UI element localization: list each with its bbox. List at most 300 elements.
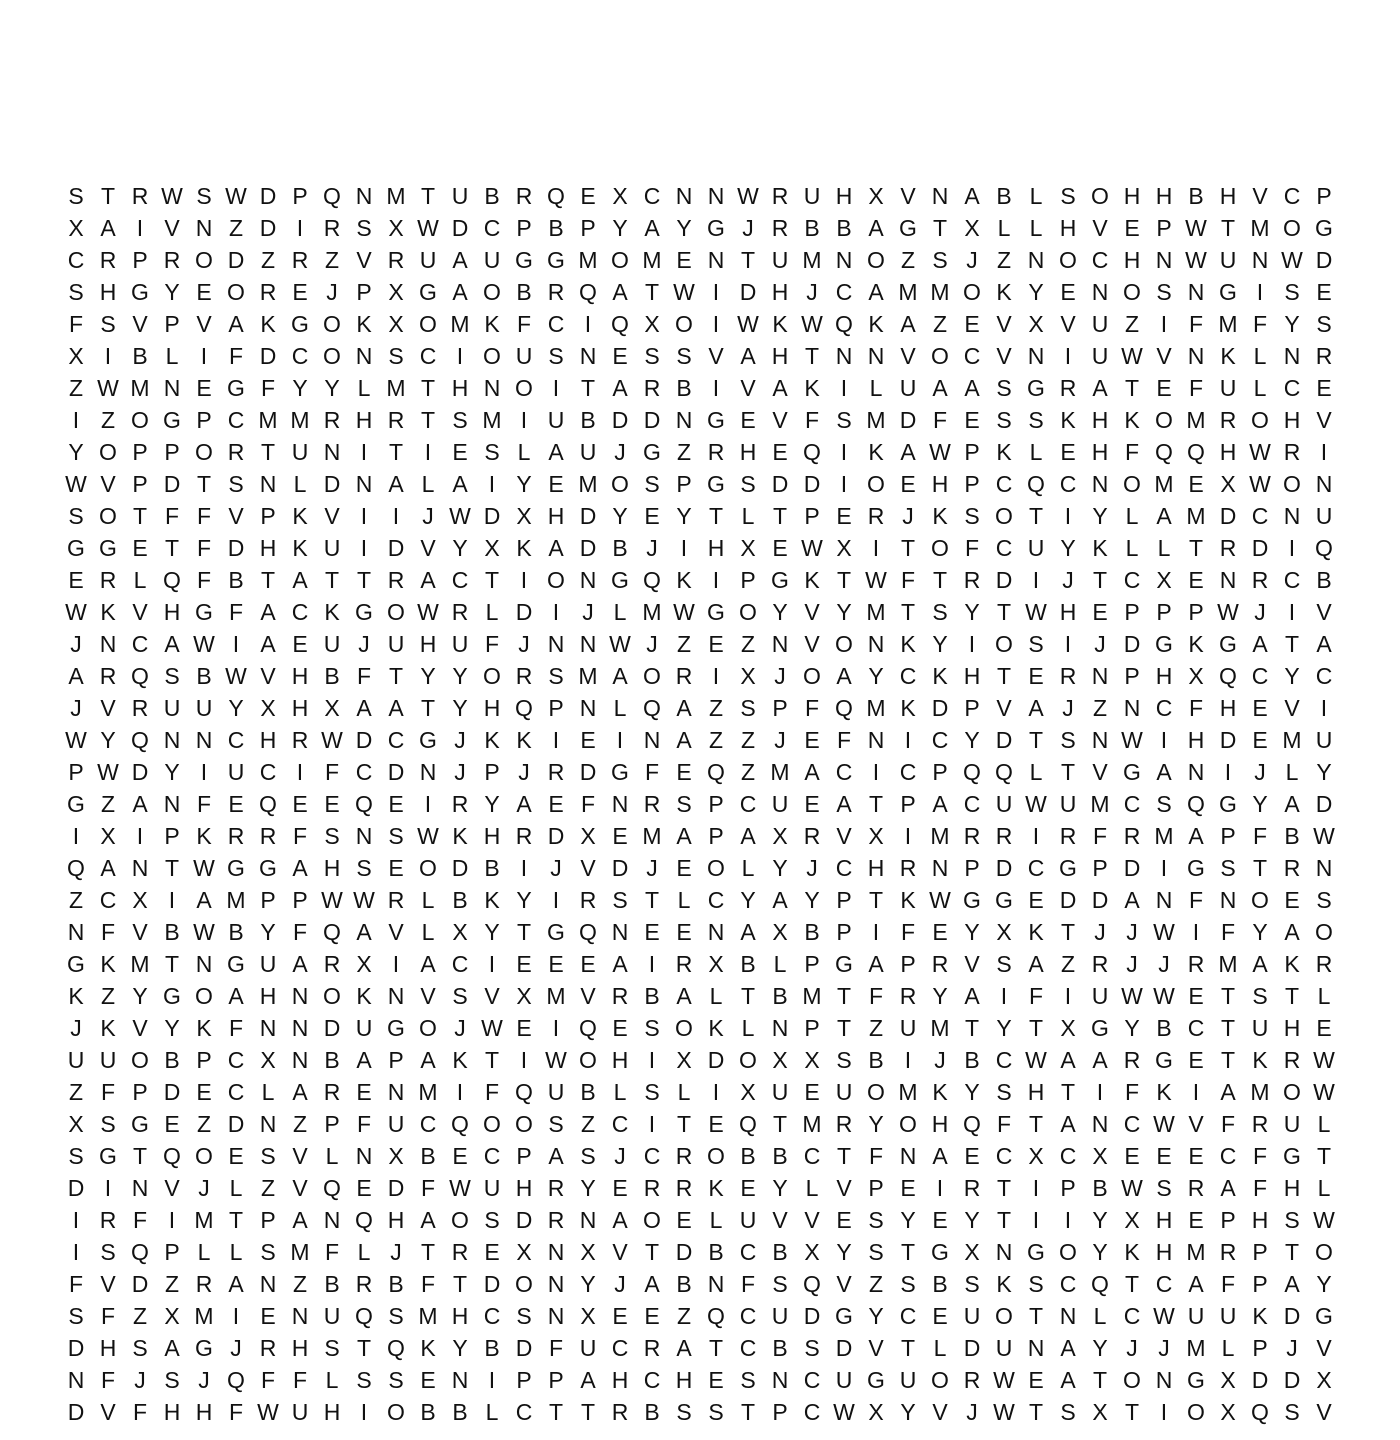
letter-cell[interactable]: I <box>840 439 848 465</box>
letter-cell[interactable]: D <box>771 471 789 497</box>
letter-cell[interactable]: I <box>360 535 368 561</box>
letter-cell[interactable]: Y <box>1284 663 1300 689</box>
letter-cell[interactable]: A <box>932 375 948 401</box>
letter-cell[interactable]: F <box>484 631 500 657</box>
letter-cell[interactable]: P <box>836 887 852 913</box>
letter-cell[interactable]: F <box>548 1335 564 1361</box>
letter-cell[interactable]: B <box>324 663 340 689</box>
letter-cell[interactable]: G <box>1219 279 1237 305</box>
letter-cell[interactable]: Q <box>579 919 597 945</box>
letter-cell[interactable]: X <box>676 1047 692 1073</box>
letter-cell[interactable]: R <box>163 247 181 273</box>
letter-cell[interactable]: F <box>164 503 180 529</box>
letter-cell[interactable]: C <box>707 887 725 913</box>
letter-cell[interactable]: M <box>802 983 822 1009</box>
letter-cell[interactable]: V <box>164 215 180 241</box>
letter-cell[interactable]: Z <box>100 407 116 433</box>
letter-cell[interactable]: F <box>900 919 916 945</box>
letter-cell[interactable]: F <box>228 1399 244 1425</box>
letter-cell[interactable]: T <box>1092 567 1108 593</box>
letter-cell[interactable]: D <box>259 215 277 241</box>
letter-cell[interactable]: X <box>868 183 884 209</box>
letter-cell[interactable]: W <box>97 759 119 785</box>
letter-cell[interactable]: G <box>131 1111 149 1137</box>
letter-cell[interactable]: M <box>386 183 406 209</box>
letter-cell[interactable]: J <box>390 1239 402 1265</box>
letter-cell[interactable]: O <box>867 247 885 273</box>
letter-cell[interactable]: P <box>548 695 564 721</box>
letter-cell[interactable]: Y <box>484 919 500 945</box>
letter-cell[interactable]: O <box>611 247 629 273</box>
letter-cell[interactable]: L <box>741 855 755 881</box>
letter-cell[interactable]: Z <box>676 439 692 465</box>
letter-cell[interactable]: I <box>968 631 976 657</box>
letter-cell[interactable]: V <box>132 311 148 337</box>
letter-cell[interactable]: S <box>324 823 340 849</box>
letter-cell[interactable]: Y <box>900 1399 916 1425</box>
letter-cell[interactable]: B <box>484 183 500 209</box>
letter-cell[interactable]: I <box>520 855 528 881</box>
letter-cell[interactable]: F <box>1124 439 1140 465</box>
letter-cell[interactable]: T <box>740 1399 756 1425</box>
letter-cell[interactable]: N <box>99 631 117 657</box>
letter-cell[interactable]: F <box>196 535 212 561</box>
letter-cell[interactable]: E <box>708 1111 724 1137</box>
letter-cell[interactable]: U <box>419 247 437 273</box>
letter-cell[interactable]: V <box>772 407 788 433</box>
letter-cell[interactable]: H <box>675 1367 693 1393</box>
letter-cell[interactable]: A <box>868 279 884 305</box>
letter-cell[interactable]: M <box>1154 823 1174 849</box>
letter-cell[interactable]: U <box>227 759 245 785</box>
letter-cell[interactable]: U <box>547 407 565 433</box>
letter-cell[interactable]: H <box>259 983 277 1009</box>
letter-cell[interactable]: I <box>1160 311 1168 337</box>
letter-cell[interactable]: E <box>1060 279 1076 305</box>
letter-cell[interactable]: T <box>1124 1271 1140 1297</box>
letter-cell[interactable]: Q <box>451 1111 469 1137</box>
letter-cell[interactable]: A <box>676 823 692 849</box>
letter-cell[interactable]: S <box>132 1335 148 1361</box>
letter-cell[interactable]: B <box>324 1047 340 1073</box>
letter-cell[interactable]: O <box>1187 1399 1205 1425</box>
letter-cell[interactable]: Q <box>323 1175 341 1201</box>
letter-cell[interactable]: L <box>1093 1303 1107 1329</box>
letter-cell[interactable]: V <box>228 503 244 529</box>
letter-cell[interactable]: I <box>1064 343 1072 369</box>
letter-cell[interactable]: E <box>804 727 820 753</box>
letter-cell[interactable]: T <box>164 951 180 977</box>
letter-cell[interactable]: R <box>227 823 245 849</box>
letter-cell[interactable]: C <box>803 1367 821 1393</box>
letter-cell[interactable]: E <box>1188 1047 1204 1073</box>
letter-cell[interactable]: O <box>547 567 565 593</box>
letter-cell[interactable]: C <box>963 791 981 817</box>
letter-cell[interactable]: H <box>1027 1079 1045 1105</box>
letter-cell[interactable]: S <box>676 343 692 369</box>
letter-cell[interactable]: X <box>100 823 116 849</box>
letter-cell[interactable]: D <box>451 855 469 881</box>
letter-cell[interactable]: A <box>932 791 948 817</box>
letter-cell[interactable]: T <box>580 1399 596 1425</box>
letter-cell[interactable]: E <box>932 1207 948 1233</box>
letter-cell[interactable]: Z <box>676 1303 692 1329</box>
letter-cell[interactable]: X <box>260 1047 276 1073</box>
letter-cell[interactable]: U <box>515 343 533 369</box>
letter-cell[interactable]: E <box>1028 663 1044 689</box>
letter-cell[interactable]: A <box>900 439 916 465</box>
letter-cell[interactable]: Z <box>900 247 916 273</box>
letter-cell[interactable]: G <box>1123 759 1141 785</box>
letter-cell[interactable]: L <box>1029 439 1043 465</box>
letter-cell[interactable]: A <box>1252 951 1268 977</box>
letter-cell[interactable]: W <box>417 599 439 625</box>
letter-cell[interactable]: B <box>964 1047 980 1073</box>
letter-cell[interactable]: X <box>68 343 84 369</box>
letter-cell[interactable]: F <box>1220 1111 1236 1137</box>
letter-cell[interactable]: R <box>259 823 277 849</box>
letter-cell[interactable]: C <box>227 1047 245 1073</box>
letter-cell[interactable]: V <box>996 343 1012 369</box>
letter-cell[interactable]: H <box>355 407 373 433</box>
letter-cell[interactable]: S <box>644 471 660 497</box>
letter-cell[interactable]: A <box>676 695 692 721</box>
letter-cell[interactable]: K <box>1092 535 1108 561</box>
letter-cell[interactable]: R <box>547 759 565 785</box>
letter-cell[interactable]: Q <box>355 791 373 817</box>
letter-cell[interactable]: O <box>1251 407 1269 433</box>
letter-cell[interactable]: U <box>163 695 181 721</box>
letter-cell[interactable]: E <box>196 375 212 401</box>
letter-cell[interactable]: C <box>995 535 1013 561</box>
letter-cell[interactable]: R <box>387 247 405 273</box>
letter-cell[interactable]: M <box>290 407 310 433</box>
letter-cell[interactable]: K <box>868 439 884 465</box>
letter-cell[interactable]: V <box>164 1175 180 1201</box>
letter-cell[interactable]: N <box>387 1079 405 1105</box>
letter-cell[interactable]: B <box>804 919 820 945</box>
letter-cell[interactable]: O <box>611 471 629 497</box>
letter-cell[interactable]: L <box>197 1239 211 1265</box>
letter-cell[interactable]: Y <box>100 727 116 753</box>
letter-cell[interactable]: N <box>643 727 661 753</box>
letter-cell[interactable]: H <box>99 1335 117 1361</box>
letter-cell[interactable]: O <box>483 279 501 305</box>
letter-cell[interactable]: Q <box>323 183 341 209</box>
letter-cell[interactable]: G <box>163 983 181 1009</box>
letter-cell[interactable]: V <box>1284 695 1300 721</box>
letter-cell[interactable]: A <box>612 279 628 305</box>
letter-cell[interactable]: R <box>1283 855 1301 881</box>
letter-cell[interactable]: E <box>1188 1143 1204 1169</box>
letter-cell[interactable]: O <box>931 343 949 369</box>
letter-cell[interactable]: O <box>707 1143 725 1169</box>
letter-cell[interactable]: W <box>353 887 375 913</box>
letter-cell[interactable]: T <box>260 439 276 465</box>
letter-cell[interactable]: N <box>547 1271 565 1297</box>
letter-cell[interactable]: A <box>1060 1335 1076 1361</box>
letter-cell[interactable]: D <box>163 1079 181 1105</box>
letter-cell[interactable]: Q <box>387 1335 405 1361</box>
letter-cell[interactable]: I <box>1192 919 1200 945</box>
letter-cell[interactable]: P <box>132 439 148 465</box>
letter-cell[interactable]: H <box>1251 1207 1269 1233</box>
letter-cell[interactable]: E <box>612 1015 628 1041</box>
letter-cell[interactable]: D <box>611 855 629 881</box>
letter-cell[interactable]: E <box>1028 887 1044 913</box>
letter-cell[interactable]: C <box>1091 247 1109 273</box>
letter-cell[interactable]: F <box>868 1143 884 1169</box>
letter-cell[interactable]: F <box>292 823 308 849</box>
letter-cell[interactable]: T <box>868 791 884 817</box>
letter-cell[interactable]: S <box>100 311 116 337</box>
letter-cell[interactable]: C <box>483 1143 501 1169</box>
letter-cell[interactable]: N <box>1027 247 1045 273</box>
letter-cell[interactable]: X <box>1220 1367 1236 1393</box>
letter-cell[interactable]: J <box>454 727 466 753</box>
letter-cell[interactable]: M <box>770 759 790 785</box>
letter-cell[interactable]: I <box>904 727 912 753</box>
letter-cell[interactable]: R <box>291 727 309 753</box>
letter-cell[interactable]: M <box>578 663 598 689</box>
letter-cell[interactable]: K <box>676 567 692 593</box>
letter-cell[interactable]: K <box>1252 1047 1268 1073</box>
letter-cell[interactable]: U <box>771 1079 789 1105</box>
letter-cell[interactable]: P <box>964 471 980 497</box>
letter-cell[interactable]: J <box>646 535 658 561</box>
letter-cell[interactable]: B <box>580 407 596 433</box>
letter-cell[interactable]: R <box>835 1111 853 1137</box>
letter-cell[interactable]: V <box>804 1207 820 1233</box>
letter-cell[interactable]: V <box>836 823 852 849</box>
letter-cell[interactable]: T <box>164 855 180 881</box>
letter-cell[interactable]: T <box>1124 375 1140 401</box>
letter-cell[interactable]: O <box>643 663 661 689</box>
letter-cell[interactable]: A <box>548 1143 564 1169</box>
letter-cell[interactable]: L <box>421 887 435 913</box>
letter-cell[interactable]: I <box>104 343 112 369</box>
letter-cell[interactable]: R <box>675 1143 693 1169</box>
letter-cell[interactable]: V <box>100 695 116 721</box>
letter-cell[interactable]: Z <box>324 247 340 273</box>
letter-cell[interactable]: H <box>387 1207 405 1233</box>
letter-cell[interactable]: X <box>868 823 884 849</box>
letter-cell[interactable]: M <box>418 1303 438 1329</box>
letter-cell[interactable]: C <box>1219 1143 1237 1169</box>
letter-cell[interactable]: N <box>579 567 597 593</box>
letter-cell[interactable]: S <box>356 215 372 241</box>
letter-cell[interactable]: O <box>387 1399 405 1425</box>
letter-cell[interactable]: Y <box>452 663 468 689</box>
letter-cell[interactable]: R <box>963 1175 981 1201</box>
letter-cell[interactable]: V <box>900 343 916 369</box>
letter-cell[interactable]: E <box>196 279 212 305</box>
letter-cell[interactable]: W <box>865 567 887 593</box>
letter-cell[interactable]: T <box>1060 759 1076 785</box>
letter-cell[interactable]: F <box>1124 1079 1140 1105</box>
letter-cell[interactable]: F <box>260 375 276 401</box>
letter-cell[interactable]: R <box>675 951 693 977</box>
letter-cell[interactable]: F <box>1252 1143 1268 1169</box>
letter-cell[interactable]: V <box>1316 599 1332 625</box>
letter-cell[interactable]: L <box>1125 535 1139 561</box>
letter-cell[interactable]: E <box>932 1303 948 1329</box>
letter-cell[interactable]: D <box>483 1271 501 1297</box>
letter-cell[interactable]: P <box>132 247 148 273</box>
letter-cell[interactable]: C <box>99 887 117 913</box>
letter-cell[interactable]: F <box>324 759 340 785</box>
letter-cell[interactable]: L <box>741 503 755 529</box>
letter-cell[interactable]: G <box>707 471 725 497</box>
letter-cell[interactable]: T <box>1220 1047 1236 1073</box>
letter-cell[interactable]: I <box>488 1367 496 1393</box>
letter-cell[interactable]: T <box>132 503 148 529</box>
letter-cell[interactable]: E <box>1316 1015 1332 1041</box>
letter-cell[interactable]: T <box>420 407 436 433</box>
letter-cell[interactable]: Z <box>676 631 692 657</box>
letter-cell[interactable]: W <box>1121 343 1143 369</box>
letter-cell[interactable]: Y <box>804 887 820 913</box>
letter-cell[interactable]: O <box>867 1079 885 1105</box>
letter-cell[interactable]: D <box>259 343 277 369</box>
letter-cell[interactable]: S <box>740 695 756 721</box>
letter-cell[interactable]: D <box>803 1303 821 1329</box>
letter-cell[interactable]: Y <box>836 599 852 625</box>
letter-cell[interactable]: Q <box>1219 663 1237 689</box>
letter-cell[interactable]: N <box>291 1015 309 1041</box>
letter-cell[interactable]: Q <box>835 311 853 337</box>
letter-cell[interactable]: Z <box>228 215 244 241</box>
letter-cell[interactable]: E <box>740 407 756 433</box>
letter-cell[interactable]: R <box>547 1207 565 1233</box>
letter-cell[interactable]: O <box>323 311 341 337</box>
letter-cell[interactable]: P <box>804 1015 820 1041</box>
letter-cell[interactable]: S <box>964 1271 980 1297</box>
letter-cell[interactable]: E <box>1188 471 1204 497</box>
letter-cell[interactable]: E <box>420 1367 436 1393</box>
letter-cell[interactable]: N <box>707 1271 725 1297</box>
letter-cell[interactable]: I <box>712 567 720 593</box>
letter-cell[interactable]: K <box>1188 631 1204 657</box>
letter-cell[interactable]: R <box>1059 663 1077 689</box>
letter-cell[interactable]: U <box>99 1047 117 1073</box>
letter-cell[interactable]: B <box>1092 1175 1108 1201</box>
letter-cell[interactable]: X <box>836 535 852 561</box>
letter-cell[interactable]: D <box>451 215 469 241</box>
letter-cell[interactable]: U <box>1091 311 1109 337</box>
letter-cell[interactable]: D <box>131 759 149 785</box>
letter-cell[interactable]: T <box>676 1111 692 1137</box>
letter-cell[interactable]: N <box>611 791 629 817</box>
letter-cell[interactable]: Q <box>131 1239 149 1265</box>
letter-cell[interactable]: A <box>964 183 980 209</box>
letter-cell[interactable]: Y <box>868 1303 884 1329</box>
letter-cell[interactable]: Y <box>676 215 692 241</box>
letter-cell[interactable]: U <box>771 1303 789 1329</box>
letter-cell[interactable]: D <box>995 855 1013 881</box>
letter-cell[interactable]: C <box>483 215 501 241</box>
letter-cell[interactable]: F <box>100 1367 116 1393</box>
letter-cell[interactable]: E <box>196 1079 212 1105</box>
letter-cell[interactable]: Y <box>900 1207 916 1233</box>
letter-cell[interactable]: F <box>228 599 244 625</box>
letter-cell[interactable]: Y <box>836 1239 852 1265</box>
letter-cell[interactable]: F <box>356 1111 372 1137</box>
letter-cell[interactable]: A <box>964 375 980 401</box>
letter-cell[interactable]: Y <box>164 279 180 305</box>
letter-cell[interactable]: N <box>771 1367 789 1393</box>
letter-cell[interactable]: J <box>742 215 754 241</box>
letter-cell[interactable]: E <box>388 791 404 817</box>
letter-cell[interactable]: K <box>804 375 820 401</box>
letter-cell[interactable]: C <box>515 1399 533 1425</box>
letter-cell[interactable]: T <box>356 567 372 593</box>
letter-cell[interactable]: N <box>867 631 885 657</box>
letter-cell[interactable]: F <box>228 343 244 369</box>
letter-cell[interactable]: A <box>1156 759 1172 785</box>
letter-cell[interactable]: L <box>741 1015 755 1041</box>
letter-cell[interactable]: W <box>1249 471 1271 497</box>
letter-cell[interactable]: M <box>194 1207 214 1233</box>
letter-cell[interactable]: M <box>898 279 918 305</box>
letter-cell[interactable]: S <box>1060 1399 1076 1425</box>
letter-cell[interactable]: J <box>1286 1335 1298 1361</box>
letter-cell[interactable]: G <box>67 535 85 561</box>
letter-cell[interactable]: L <box>613 1079 627 1105</box>
letter-cell[interactable]: I <box>648 1047 656 1073</box>
letter-cell[interactable]: S <box>196 183 212 209</box>
letter-cell[interactable]: O <box>1059 247 1077 273</box>
letter-cell[interactable]: R <box>451 1239 469 1265</box>
letter-cell[interactable]: H <box>611 1367 629 1393</box>
letter-cell[interactable]: O <box>99 439 117 465</box>
letter-cell[interactable]: R <box>1251 567 1269 593</box>
letter-cell[interactable]: D <box>515 1335 533 1361</box>
letter-cell[interactable]: R <box>707 439 725 465</box>
letter-cell[interactable]: C <box>963 343 981 369</box>
letter-cell[interactable]: W <box>1025 599 1047 625</box>
letter-cell[interactable]: J <box>198 1367 210 1393</box>
letter-cell[interactable]: A <box>292 855 308 881</box>
letter-cell[interactable]: Q <box>1155 439 1173 465</box>
letter-cell[interactable]: J <box>518 631 530 657</box>
letter-cell[interactable]: O <box>1123 471 1141 497</box>
letter-cell[interactable]: T <box>836 1015 852 1041</box>
letter-cell[interactable]: B <box>708 1239 724 1265</box>
letter-cell[interactable]: Y <box>740 887 756 913</box>
letter-cell[interactable]: N <box>1187 759 1205 785</box>
letter-cell[interactable]: M <box>578 247 598 273</box>
letter-cell[interactable]: H <box>195 1399 213 1425</box>
letter-cell[interactable]: L <box>165 343 179 369</box>
letter-cell[interactable]: N <box>67 919 85 945</box>
letter-cell[interactable]: F <box>836 727 852 753</box>
letter-cell[interactable]: J <box>358 631 370 657</box>
letter-cell[interactable]: U <box>771 247 789 273</box>
letter-cell[interactable]: D <box>387 1175 405 1201</box>
letter-cell[interactable]: W <box>257 1399 279 1425</box>
letter-cell[interactable]: I <box>1160 855 1168 881</box>
letter-cell[interactable]: G <box>963 887 981 913</box>
letter-cell[interactable]: U <box>963 1303 981 1329</box>
letter-cell[interactable]: J <box>934 1047 946 1073</box>
letter-cell[interactable]: I <box>488 951 496 977</box>
letter-cell[interactable]: W <box>993 1367 1015 1393</box>
letter-cell[interactable]: I <box>520 567 528 593</box>
letter-cell[interactable]: A <box>1188 1271 1204 1297</box>
letter-cell[interactable]: S <box>996 407 1012 433</box>
letter-cell[interactable]: R <box>643 375 661 401</box>
